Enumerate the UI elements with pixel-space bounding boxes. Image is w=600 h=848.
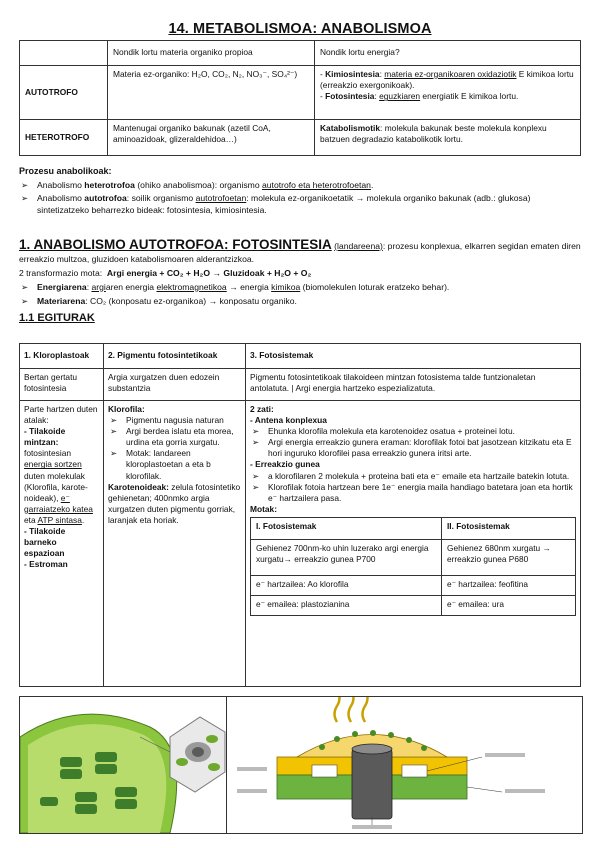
fotosintesia-line: - Fotosintesia: eguzkiaren energiatik E kimikoa lortu. <box>320 91 519 102</box>
autotrofo-energia <box>315 66 581 120</box>
table-row-autotrofo <box>20 66 581 120</box>
kimiosintesia-rest: E kimikoa lortu (erreakzio exergonikoak). <box>320 69 574 91</box>
row-label-heterotrofo: HETEROTROFO <box>20 120 108 156</box>
col1-desc: Bertan gertatu fotosintesia <box>20 369 104 401</box>
zati: 2 zati: <box>250 404 274 414</box>
col3-head: 3. Fotosistemak <box>246 344 581 369</box>
heterotrofo-energia: Katabolismotik: molekula bakunak beste molekula konplexu batzuen degradazio katabolikotik lortu. <box>315 120 581 156</box>
item1-mid: (ohiko anabolismoa): organismo <box>137 179 260 190</box>
energia-u3: kimikoa <box>271 281 301 292</box>
table-header-energia: Nondik lortu energia? <box>315 41 581 66</box>
egiturak-desc-row <box>20 369 581 401</box>
chloroplast-illustration <box>19 696 228 834</box>
energia-u2: elektromagnetikoa <box>156 281 227 292</box>
energia-t3: (biomolekulen loturak eratzeko behar). <box>302 281 450 292</box>
col1-head: 1. Kloroplastoak <box>20 344 104 369</box>
egiturak-table <box>19 343 581 687</box>
col1-intro: Parte hartzen duten atalak: <box>24 404 98 426</box>
fs2-head: II. Fotosistemak <box>442 517 576 539</box>
transform-line <box>19 268 581 279</box>
item2-underline: autotrofoetan <box>195 193 247 204</box>
gune-item-2: ➢ Klorofilak fotoia hartzean bere 1e⁻ energia maila handiago batetara joan eta hortik e⁻ hartzailera pasa. <box>250 482 576 504</box>
materiarena-item: ➢ Materiarena: CO₂ (konposatu ez-organikoa) → konposatu organiko. <box>19 296 581 307</box>
egiturak-header-row <box>20 344 581 369</box>
tilakoide-t3: eta <box>24 514 36 525</box>
col2-desc: Argia xurgatzen duen edozein substantzia <box>104 369 246 401</box>
energia-t2: → energia <box>229 281 269 292</box>
klorofila-item-3: ➢ Motak: landareen kloroplastoetan a eta b klorofilak. <box>108 448 241 481</box>
kimiosintesia-underline: materia ez-organikoaren oxidaziotik <box>384 69 517 79</box>
transform-equation: Argi energia + CO₂ + H₂O → Gluzidoak + H₂O + O₂ <box>106 268 312 279</box>
page-title: 14. METABOLISMOA: ANABOLISMOA <box>168 21 432 37</box>
karotenoideak-text: zelula fotosintetiko gehienetan; 400nmko argia xurgatzen duten pigmentu gorriak, laranjak eta horiak. <box>108 481 241 525</box>
kimiosintesia-line: - Kimiosintesia: materia ez-organikoaren oxidaziotik E kimikoa lortu (erreakzio exergonikoak). <box>320 69 574 91</box>
fotosintesia-heading-line: 1. ANABOLISMO AUTOTROFOA: FOTOSINTESIA (landareena): prozesu konplexua, elkarren segidan ematen diren erreakzio multzoa, gluzidoen katabolismoaren alderantzizkoa. <box>19 237 581 264</box>
table-header-empty <box>20 41 108 66</box>
autotrofo-heterotrofo-table <box>19 40 581 156</box>
item1-underline: autotrofo eta heterotrofoetan <box>262 179 371 190</box>
kimiosintesia-label: Kimiosintesia <box>325 69 380 79</box>
table-header-row <box>20 41 581 66</box>
fs1-head: I. Fotosistemak <box>251 517 442 539</box>
fotosintesia-intro: prozesu konplexua, elkarren segidan ematen diren erreakzio multzoa, gluzidoen katabolismoaren alderantzizkoa. <box>19 241 581 264</box>
chloroplast-icon <box>20 697 227 833</box>
klorofila-head: Klorofila: <box>108 404 145 414</box>
energia-t1: aren energia <box>105 281 155 292</box>
materiarena-label: Materiarena <box>37 295 86 306</box>
fs1-emailea: e⁻ emailea: plastozianina <box>251 595 442 615</box>
item2-pre: Anabolismo <box>37 193 82 204</box>
row-label-autotrofo: AUTOTROFO <box>20 66 108 120</box>
egiturak-detail-row <box>20 401 581 687</box>
gune-item-1: ➢ a klorofilaren 2 molekula + proteina bati eta e⁻ emaile eta hartzaile batekin lotuta. <box>250 471 576 482</box>
col1-detail <box>20 401 104 687</box>
item1-bold: heterotrofoa <box>84 179 135 190</box>
tilakoide-t2: duten molekulak (Klorofila, karote-noideak), <box>24 470 88 503</box>
tilakoide-text: fotosintesian energia sortzen duten molekulak (Klorofila, karote-noideak), e⁻ garraiatzeko katea eta ATP sintasa. <box>24 448 93 525</box>
table-header-materia: Nondik lortu materia organiko propioa <box>108 41 315 66</box>
energia-u1: argi <box>91 281 106 292</box>
tilakoide-u3: ATP sintasa <box>37 514 82 525</box>
materiarena-text: CO₂ (konposatu ez-organikoa) → konposatu organiko. <box>90 295 297 306</box>
antena-head: - Antena konplexua <box>250 415 327 426</box>
energiarena-label: Energiarena <box>37 281 87 292</box>
prozesu-heading: Prozesu anabolikoak: <box>19 166 112 176</box>
fotosistema-table <box>250 517 576 616</box>
item1-pre: Anabolismo <box>37 179 82 190</box>
gune-head: - Erreakzio gunea <box>250 459 320 470</box>
klorofila-item-1: ➢ Pigmentu nagusia naturan <box>108 415 241 426</box>
photosystem-icon <box>227 697 582 833</box>
autotrofo-materia <box>108 66 315 120</box>
prozesu-item-heterotrofoa: ➢ Anabolismo heterotrofoa (ohiko anabolismoa): organismo autotrofo eta heterotrofoetan. <box>19 180 581 191</box>
fotosintesia-heading: 1. ANABOLISMO AUTOTROFOA: FOTOSINTESIA <box>19 237 332 252</box>
item2-mid: soilik organismo <box>131 193 194 204</box>
fs2-hartzailea: e⁻ hartzailea: feofitina <box>442 575 576 595</box>
tilakoide-t1: fotosintesian <box>24 448 72 459</box>
tilakoide-u1: energia sortzen <box>24 459 82 470</box>
col3-desc: Pigmentu fotosintetikoak tilakoideen mintzan fotosistema talde funtzionaletan antolatuta. | Argi energia hartzeko espezializatuta. <box>246 369 581 401</box>
prozesu-section <box>19 166 581 216</box>
fotosintesia-underline: eguzkiaren <box>379 91 421 102</box>
estroma: - Estroman <box>24 559 68 570</box>
tilakoide-head: - Tilakoide mintzan: <box>24 426 66 448</box>
karotenoideak-head: Karotenoideak: <box>108 481 169 492</box>
item2-rest: molekula ez-organikoetatik → molekula organiko bakunak (adb.: glukosa) sintetizatzeko beharrezko bideak: fotosintesia, kimiosintesia. <box>37 193 531 215</box>
fs1-hartzailea: e⁻ hartzailea: Ao klorofila <box>251 575 442 595</box>
egiturak-heading: 1.1 EGITURAK <box>19 312 95 325</box>
fotosintesia-tag: (landareena) <box>334 241 383 251</box>
table-row-heterotrofo <box>20 120 581 156</box>
transform-pre: 2 transformazio mota: <box>19 268 103 279</box>
katabolismotik-label: Katabolismotik <box>320 123 381 133</box>
fs2-emailea: e⁻ emailea: ura <box>442 595 576 615</box>
photosystem-illustration <box>226 696 583 834</box>
motak: Motak: <box>250 503 277 514</box>
antena-item-2: ➢ Argi energia erreakzio gunera eraman: klorofilak fotoi bat jasotzean kitzikatu eta E hori inguruko klorofilei pasa erreakzio gunera iritsi arte. <box>250 437 576 459</box>
fs2-abs: Gehienez 680nm xurgatu → erreakzio gunea P680 <box>442 539 576 575</box>
col2-head: 2. Pigmentu fotosintetikoak <box>104 344 246 369</box>
fs1-abs: Gehienez 700nm-ko uhin luzerako argi energia xurgatu→ erreakzio gunea P700 <box>251 539 442 575</box>
antena-item-1: ➢ Ehunka klorofila molekula eta karotenoidez osatua + proteinei lotu. <box>250 426 576 437</box>
tilakoide-barneko: - Tilakoide barneko espazioan <box>24 526 66 559</box>
heterotrofo-materia: Mantenugai organiko bakunak (azetil CoA, aminoazidoak, glizeraldehidoa…) <box>108 120 315 156</box>
tilakoide-u2: e⁻ garraiatzeko katea <box>24 492 93 514</box>
autotrofo-materia-text: Materia ez-organiko: H₂O, CO₂, N₂, NO₃⁻, SO₄²⁻) <box>113 69 298 79</box>
prozesu-item-autotrofoa: ➢ Anabolismo autotrofoa: soilik organismo autotrofoetan: molekula ez-organikoetatik → molekula organiko bakunak (adb.: glukosa) sintetizatzeko beharrezko bideak: fotosintesia, kimiosintesia. <box>19 193 581 216</box>
fotosintesia-section <box>19 236 581 326</box>
energiarena-item: ➢ Energiarena: argiaren energia elektromagnetikoa → energia kimikoa (biomolekulen loturak eratzeko behar). <box>19 282 581 293</box>
col2-detail <box>104 401 246 687</box>
item2-bold: autotrofoa <box>84 193 127 204</box>
karotenoideak <box>108 482 241 526</box>
fotosintesia-label: Fotosintesia <box>325 91 375 102</box>
fotosintesia-rest: energiatik E kimikoa lortu. <box>422 91 519 102</box>
katabolismotik-rest: molekula bakunak beste molekula konplexu batzuen degradazio katabolikotik lortu. <box>320 123 547 145</box>
klorofila-item-2: ➢ Argi berdea islatu eta morea, urdina eta gorria xurgatu. <box>108 426 241 448</box>
col3-detail <box>246 401 581 687</box>
